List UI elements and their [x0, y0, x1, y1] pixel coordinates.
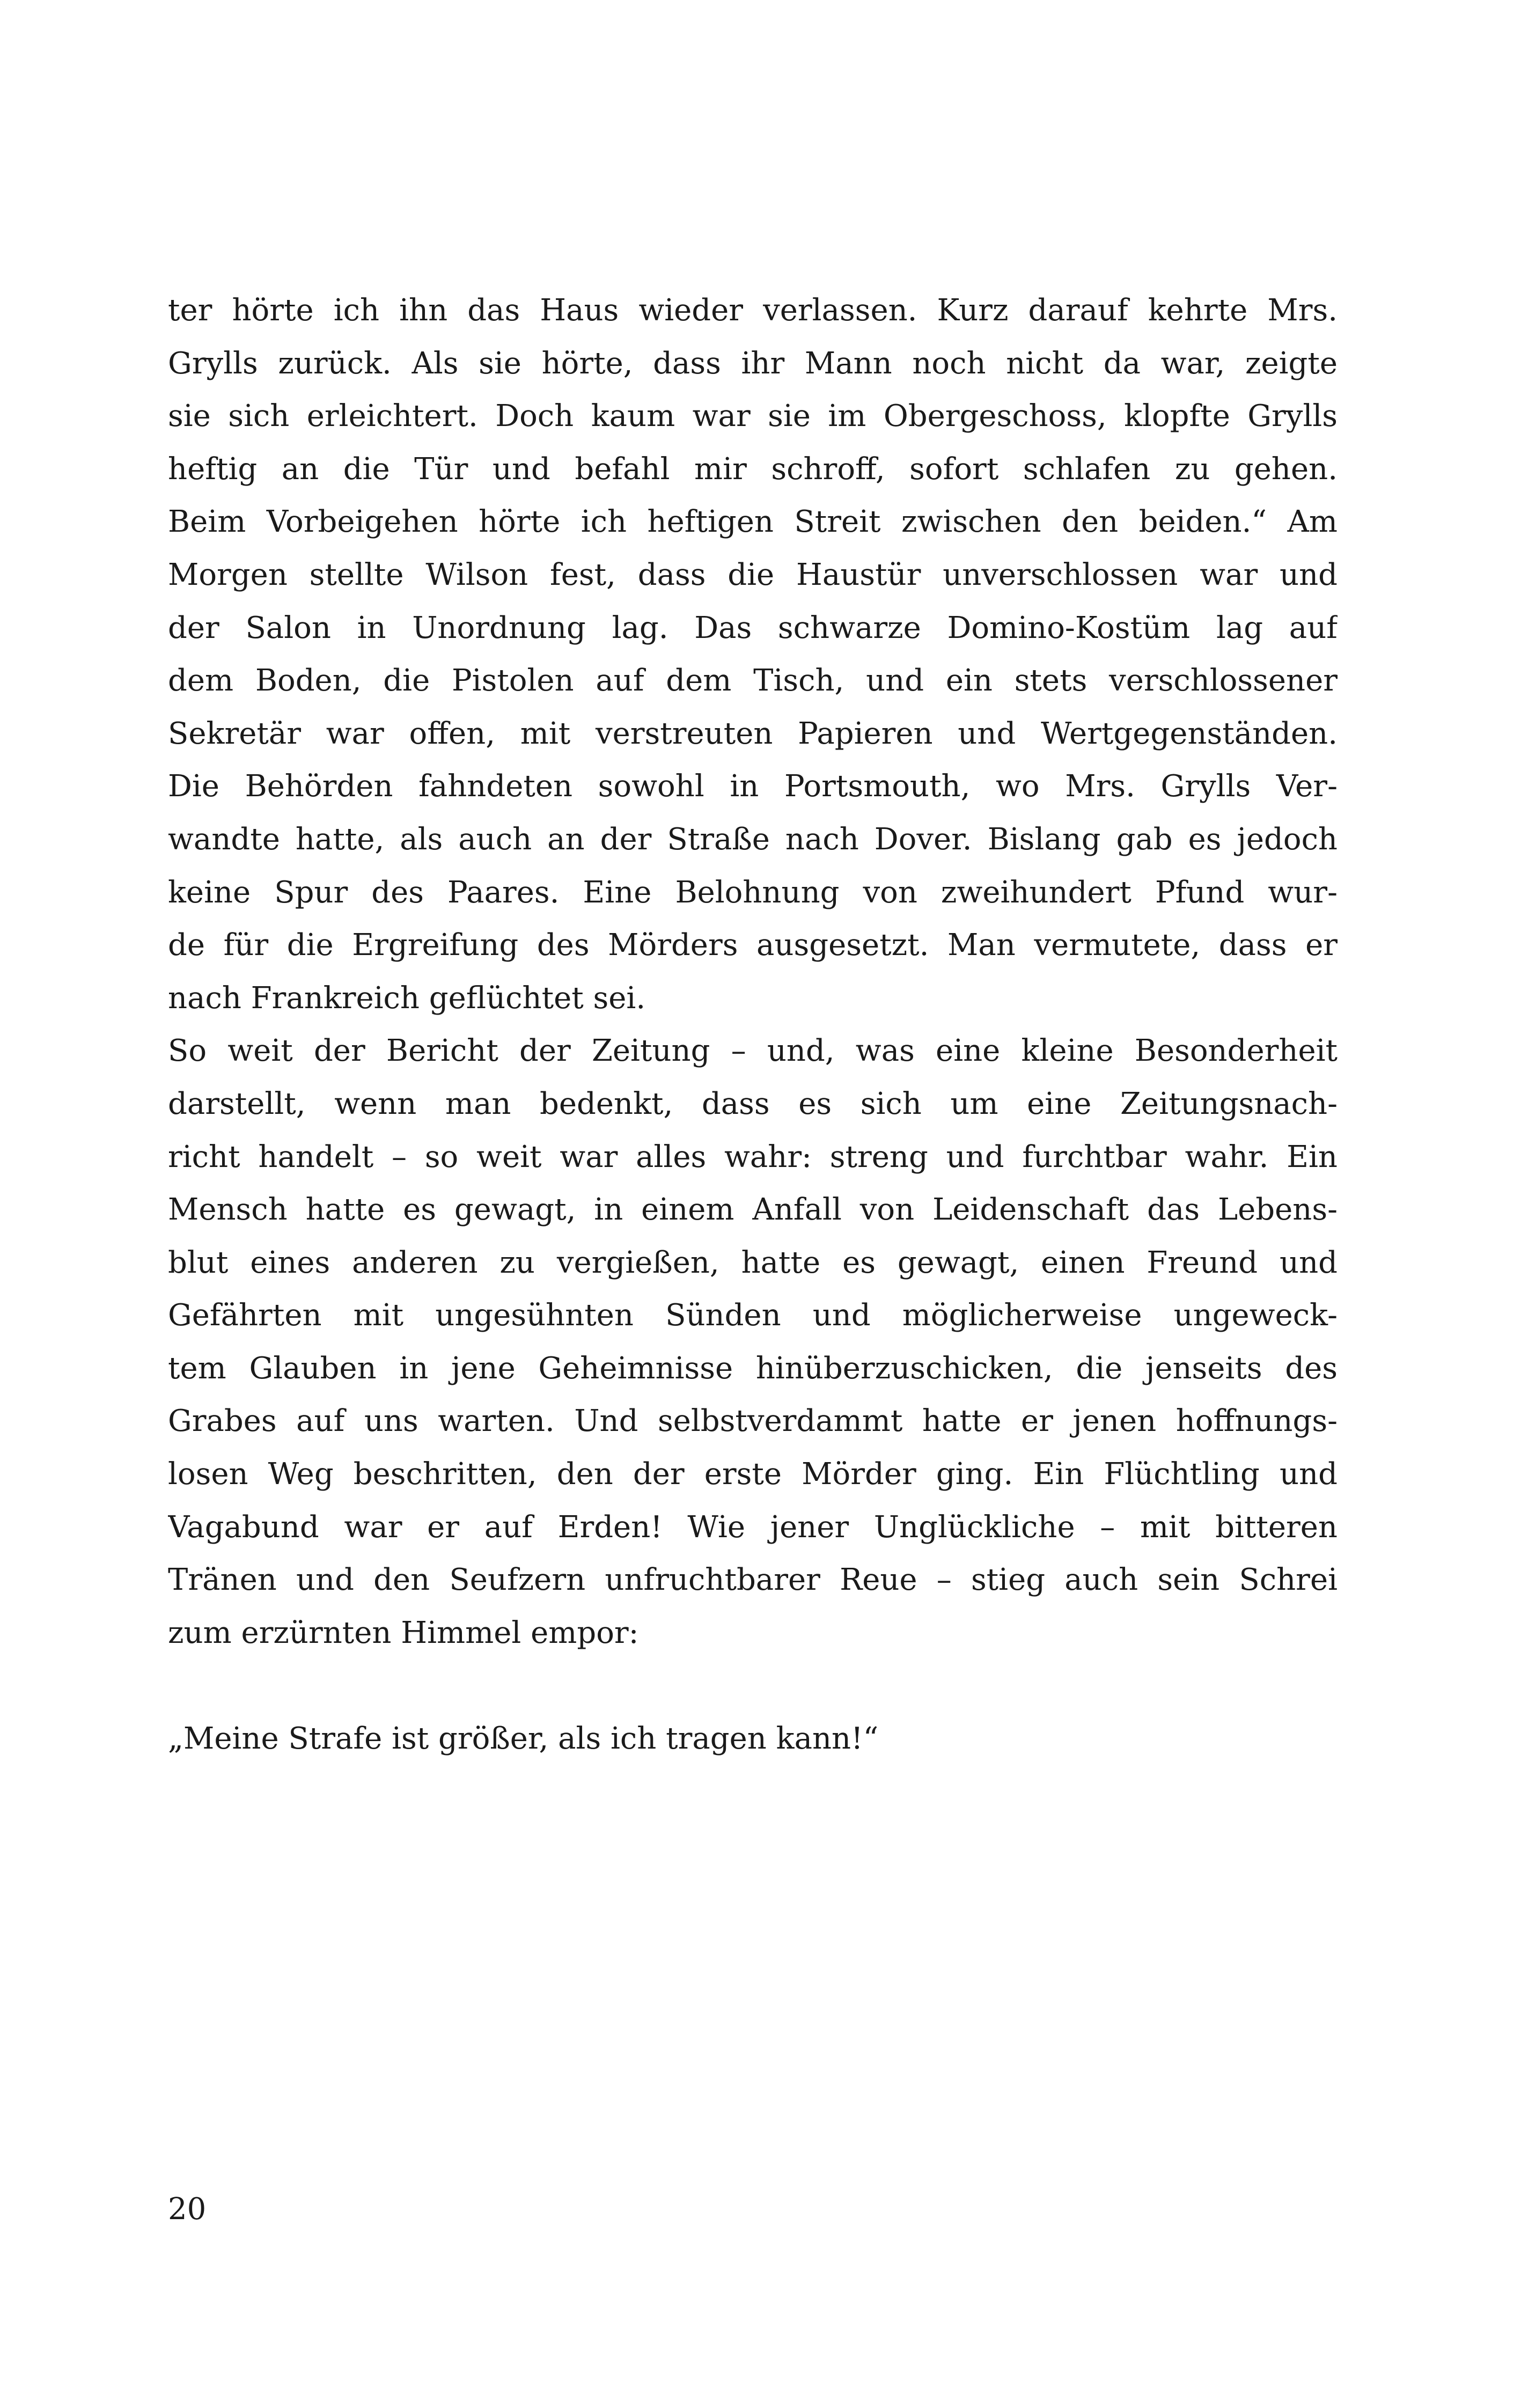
text-line: Beim Vorbeigehen hörte ich heftigen Streit zwischen den beiden.“ Am — [168, 504, 1338, 540]
text-line: keine Spur des Paares. Eine Belohnung von zweihundert Pfund wur- — [168, 875, 1338, 910]
text-line: zum erzürnten Himmel empor: — [168, 1615, 639, 1650]
text-line: ter hörte ich ihn das Haus wieder verlassen. Kurz darauf kehrte Mrs. — [168, 293, 1338, 328]
text-line: dem Boden, die Pistolen auf dem Tisch, und ein stets verschlossener — [168, 663, 1338, 699]
text-line: So weit der Bericht der Zeitung – und, was eine kleine Besonderheit — [168, 1033, 1338, 1069]
text-line: Morgen stellte Wilson fest, dass die Haustür unverschlossen war und — [168, 557, 1338, 592]
page-number: 20 — [168, 2192, 207, 2227]
text-line: nach Frankreich geflüchtet sei. — [168, 980, 646, 1016]
text-line: richt handelt – so weit war alles wahr: streng und furchtbar wahr. Ein — [168, 1139, 1338, 1174]
paragraph-gap — [168, 1660, 1338, 1713]
text-line: Mensch hatte es gewagt, in einem Anfall von Leidenschaft das Lebens- — [168, 1192, 1338, 1228]
text-line: der Salon in Unordnung lag. Das schwarze Domino-Kostüm lag auf — [168, 610, 1338, 645]
text-line: losen Weg beschritten, den der erste Mörder ging. Ein Flüchtling und — [168, 1457, 1338, 1492]
body-text — [168, 284, 1338, 1766]
text-line: Die Behörden fahndeten sowohl in Portsmouth, wo Mrs. Grylls Ver- — [168, 769, 1338, 804]
text-line: tem Glauben in jene Geheimnisse hinüberzuschicken, die jenseits des — [168, 1350, 1338, 1386]
text-line: blut eines anderen zu vergießen, hatte es gewagt, einen Freund und — [168, 1245, 1338, 1280]
text-line: de für die Ergreifung des Mörders ausgesetzt. Man vermutete, dass er — [168, 928, 1338, 963]
text-line: Sekretär war offen, mit verstreuten Papieren und Wertgegenständen. — [168, 716, 1338, 751]
text-line: Tränen und den Seufzern unfruchtbarer Reue – stieg auch sein Schrei — [168, 1562, 1338, 1598]
text-line: Grylls zurück. Als sie hörte, dass ihr Mann noch nicht da war, zeigte — [168, 346, 1338, 381]
text-line: sie sich erleichtert. Doch kaum war sie im Obergeschoss, klopfte Grylls — [168, 399, 1338, 434]
text-line: Grabes auf uns warten. Und selbstverdammt hatte er jenen hoffnungs- — [168, 1404, 1338, 1439]
quote-line: „Meine Strafe ist größer, als ich tragen kann!“ — [168, 1721, 879, 1757]
text-line: heftig an die Tür und befahl mir schroff, sofort schlafen zu gehen. — [168, 451, 1338, 487]
text-line: Vagabund war er auf Erden! Wie jener Unglückliche – mit bitteren — [168, 1509, 1338, 1545]
text-line: wandte hatte, als auch an der Straße nach Dover. Bislang gab es jedoch — [168, 821, 1338, 857]
text-line: darstellt, wenn man bedenkt, dass es sich um eine Zeitungsnach- — [168, 1086, 1338, 1121]
text-line: Gefährten mit ungesühnten Sünden und möglicherweise ungeweck- — [168, 1298, 1338, 1333]
